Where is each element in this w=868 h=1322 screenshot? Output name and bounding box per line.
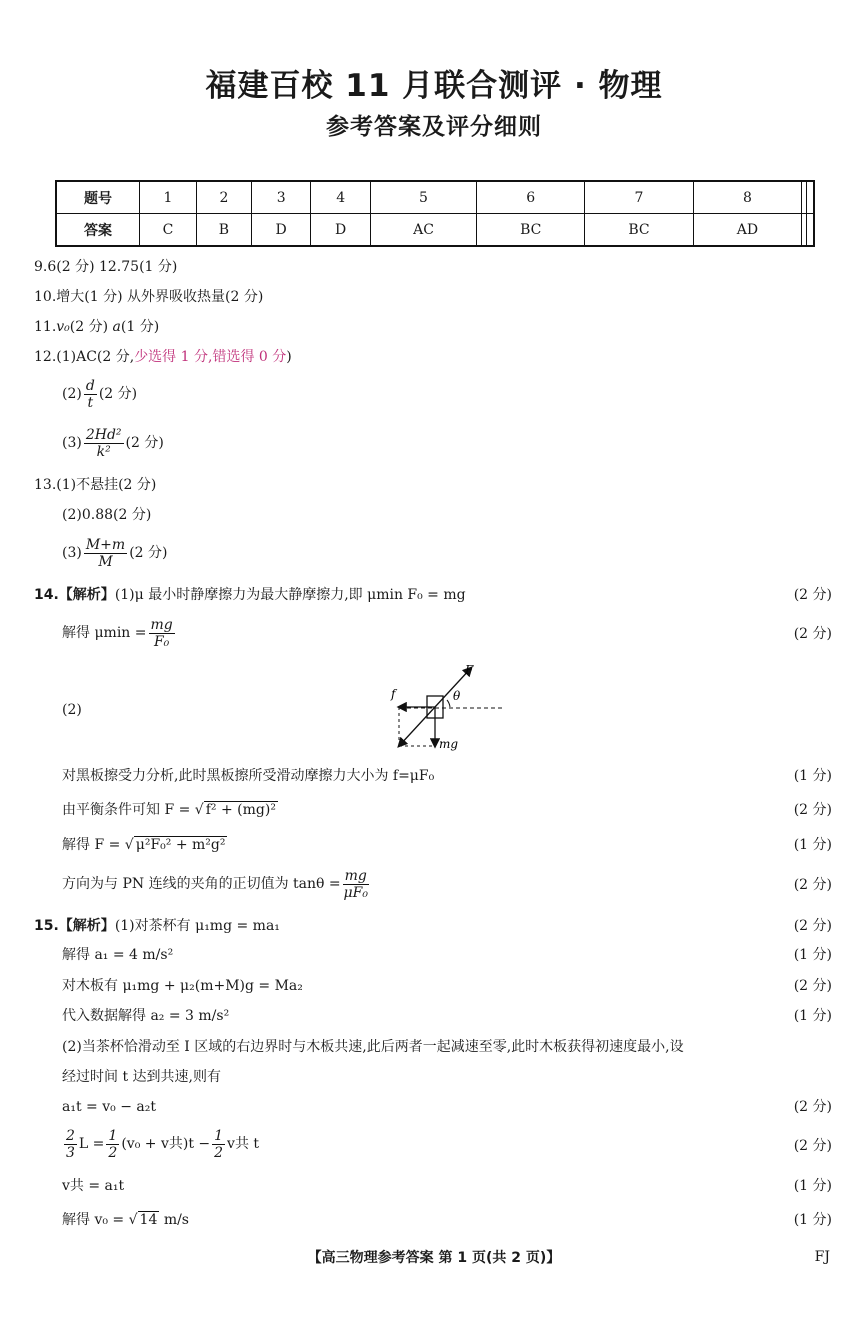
- q14-label: 14.【解析】: [34, 587, 115, 603]
- q15-score1: (2 分): [793, 918, 832, 934]
- page-subtitle: 参考答案及评分细则: [326, 114, 542, 140]
- q15-line9: v共 = a₁t: [62, 1178, 125, 1194]
- numerator: 2: [66, 1127, 75, 1144]
- table-cell-number: 1: [140, 181, 197, 214]
- table-cell-number: [807, 181, 814, 214]
- q14-l2-pre: 解得 μmin =: [62, 625, 147, 641]
- table-cell-answer: B: [196, 214, 251, 247]
- angle-arc: [447, 700, 450, 707]
- denominator: μF₀: [343, 884, 368, 901]
- label-theta: θ: [453, 689, 461, 703]
- table-cell-answer: [807, 214, 814, 247]
- denominator: 2: [108, 1144, 118, 1161]
- q15-line6: 经过时间 t 达到共速,则有: [62, 1069, 221, 1085]
- row-label-answer: 答案: [56, 214, 140, 247]
- q15-score8: (2 分): [793, 1138, 832, 1154]
- denominator: 2: [214, 1144, 224, 1161]
- q14-l5-pre: 由平衡条件可知 F =: [62, 802, 191, 818]
- denominator: k²: [96, 443, 111, 460]
- table-cell-number: 7: [585, 181, 693, 214]
- q15-score9: (1 分): [793, 1178, 832, 1194]
- q15-l1: (1)对茶杯有 μ₁mg = ma₁: [114, 918, 280, 934]
- table-cell-answer: AC: [370, 214, 476, 247]
- q15-l8-mid: L =: [78, 1136, 105, 1152]
- table-cell-answer: BC: [477, 214, 585, 247]
- q14-score1: (2 分): [793, 587, 832, 603]
- q12-line2: [62, 376, 137, 412]
- numerator: mg: [150, 616, 173, 633]
- q14-line5: 由平衡条件可知 F = √ f² + (mg)²: [62, 802, 276, 818]
- q15-l8-frac1: [64, 1128, 77, 1161]
- q15-line8: [62, 1126, 259, 1162]
- denominator: 3: [66, 1144, 75, 1161]
- q15-score10: (1 分): [793, 1212, 832, 1228]
- q15-l10-pre: 解得 v₀ =: [62, 1212, 125, 1228]
- q11-c: a: [112, 319, 121, 335]
- q15-l8-mid2: (v₀ + v共)t −: [121, 1136, 211, 1152]
- numerator: mg: [344, 867, 367, 884]
- table-cell-answer: BC: [585, 214, 693, 247]
- label-f: f: [391, 687, 396, 701]
- table-cell-answer: D: [311, 214, 371, 247]
- q12-l1-highlight: 少选得 1 分,错选得 0 分: [134, 349, 287, 365]
- q13-line1: 13.(1)不悬挂(2 分): [34, 477, 157, 493]
- q15-score2: (1 分): [793, 947, 832, 963]
- q15-line7: a₁t = v₀ − a₂t: [62, 1099, 156, 1115]
- q15-score7: (2 分): [793, 1099, 832, 1115]
- q14-score2: (2 分): [793, 626, 832, 642]
- q12-l3-fraction: [84, 427, 124, 460]
- q15-l8-frac2: [106, 1128, 119, 1161]
- q14-line4: 对黑板擦受力分析,此时黑板擦所受滑动摩擦力大小为 f=μF₀: [62, 768, 435, 784]
- q10-line: 10.增大(1 分) 从外界吸收热量(2 分): [34, 289, 264, 305]
- q13-l3-fraction: [84, 537, 127, 570]
- table-cell-number: 6: [477, 181, 585, 214]
- q11-prefix: 11.: [34, 319, 57, 335]
- q15-score3: (2 分): [793, 978, 832, 994]
- answer-table: [55, 180, 815, 247]
- denominator: t: [87, 394, 94, 411]
- q14-l7-pre: 方向为与 PN 连线的夹角的正切值为 tanθ =: [62, 876, 341, 892]
- numerator: M+m: [85, 536, 126, 553]
- q11-d: (1 分): [120, 319, 160, 335]
- table-cell-answer: AD: [693, 214, 802, 247]
- q14-l6-sqrt: μ²F₀² + m²g²: [135, 837, 226, 853]
- table-cell-number: 2: [196, 181, 251, 214]
- q14-score5: (2 分): [793, 802, 832, 818]
- q12-line3: [62, 425, 164, 461]
- q13-line2: (2)0.88(2 分): [62, 507, 152, 523]
- q15-l8-frac3: [212, 1128, 225, 1161]
- numerator: 1: [214, 1127, 224, 1144]
- q14-l6-pre: 解得 F =: [62, 837, 121, 853]
- q12-l2-pre: (2): [62, 386, 82, 402]
- q15-l8-end: v共 t: [227, 1136, 260, 1152]
- table-row: [56, 181, 814, 214]
- q11-a: v₀: [56, 319, 70, 335]
- q12-l1: 12.(1)AC(2 分,: [34, 349, 135, 365]
- q12-l3-post: (2 分): [125, 435, 164, 451]
- q15-line3: 对木板有 μ₁mg + μ₂(m+M)g = Ma₂: [62, 978, 303, 994]
- q15-l10-post: m/s: [163, 1212, 189, 1228]
- q15-label: 15.【解析】: [34, 918, 115, 934]
- q15-l10-sqrt: 14: [139, 1212, 158, 1228]
- q11-line: [34, 318, 159, 336]
- q9-line: 9.6(2 分) 12.75(1 分): [34, 259, 178, 275]
- q14-l5-sqrt: f² + (mg)²: [205, 802, 276, 818]
- table-cell-number: 4: [311, 181, 371, 214]
- q14-line1: [34, 586, 466, 604]
- q14-l2-fraction: [149, 617, 175, 650]
- table-cell-answer: C: [140, 214, 197, 247]
- q12-l2-post: (2 分): [98, 386, 138, 402]
- row-label-number: 题号: [56, 181, 140, 214]
- table-cell-number: 8: [693, 181, 802, 214]
- q13-l3-pre: (3): [62, 545, 82, 561]
- q12-l1-end: ): [286, 349, 292, 365]
- footer-code: FJ: [814, 1249, 830, 1265]
- q15-line4: 代入数据解得 a₂ = 3 m/s²: [62, 1008, 230, 1024]
- table-cell-number: 5: [370, 181, 476, 214]
- label-mg: mg: [439, 737, 459, 751]
- q14-l1: (1)μ 最小时静摩擦力为最大静摩擦力,即 μmin F₀ = mg: [114, 587, 466, 603]
- q12-l2-fraction: [84, 378, 97, 411]
- table-row: [56, 214, 814, 247]
- table-cell-number: 3: [251, 181, 311, 214]
- q14-score7: (2 分): [793, 877, 832, 893]
- denominator: M: [98, 553, 113, 570]
- q12-l3-pre: (3): [62, 435, 82, 451]
- q11-b: (2 分): [69, 319, 113, 335]
- q14-line7: [62, 866, 371, 902]
- denominator: F₀: [153, 633, 170, 650]
- q14-line2: [62, 615, 177, 651]
- numerator: 1: [108, 1127, 118, 1144]
- q14-line3: (2): [62, 702, 82, 718]
- q15-line1: [34, 917, 280, 935]
- q13-l3-post: (2 分): [129, 545, 168, 561]
- q13-line3: [62, 535, 167, 571]
- q15-line2: 解得 a₁ = 4 m/s²: [62, 947, 174, 963]
- q14-l7-fraction: [343, 868, 369, 901]
- q15-line5: (2)当茶杯恰滑动至 I 区域的右边界时与木板共速,此后两者一起减速至零,此时木板获得初速度最小,设: [62, 1039, 684, 1055]
- label-F: F: [465, 663, 474, 677]
- page-title: 福建百校 11 月联合测评 · 物理: [205, 68, 663, 104]
- q14-score6: (1 分): [793, 837, 832, 853]
- q12-line1: [34, 348, 292, 366]
- resultant-arrow: [399, 707, 435, 746]
- page-footer: 【高三物理参考答案 第 1 页(共 2 页)】: [307, 1250, 561, 1266]
- q15-score4: (1 分): [793, 1008, 832, 1024]
- numerator: 2Hd²: [85, 426, 122, 443]
- numerator: d: [85, 377, 95, 394]
- q14-line6: 解得 F = √ μ²F₀² + m²g²: [62, 837, 226, 853]
- q14-score4: (1 分): [793, 768, 832, 784]
- table-cell-answer: D: [251, 214, 311, 247]
- force-diagram: [385, 660, 510, 752]
- q15-line10: 解得 v₀ = √ 14 m/s: [62, 1212, 189, 1228]
